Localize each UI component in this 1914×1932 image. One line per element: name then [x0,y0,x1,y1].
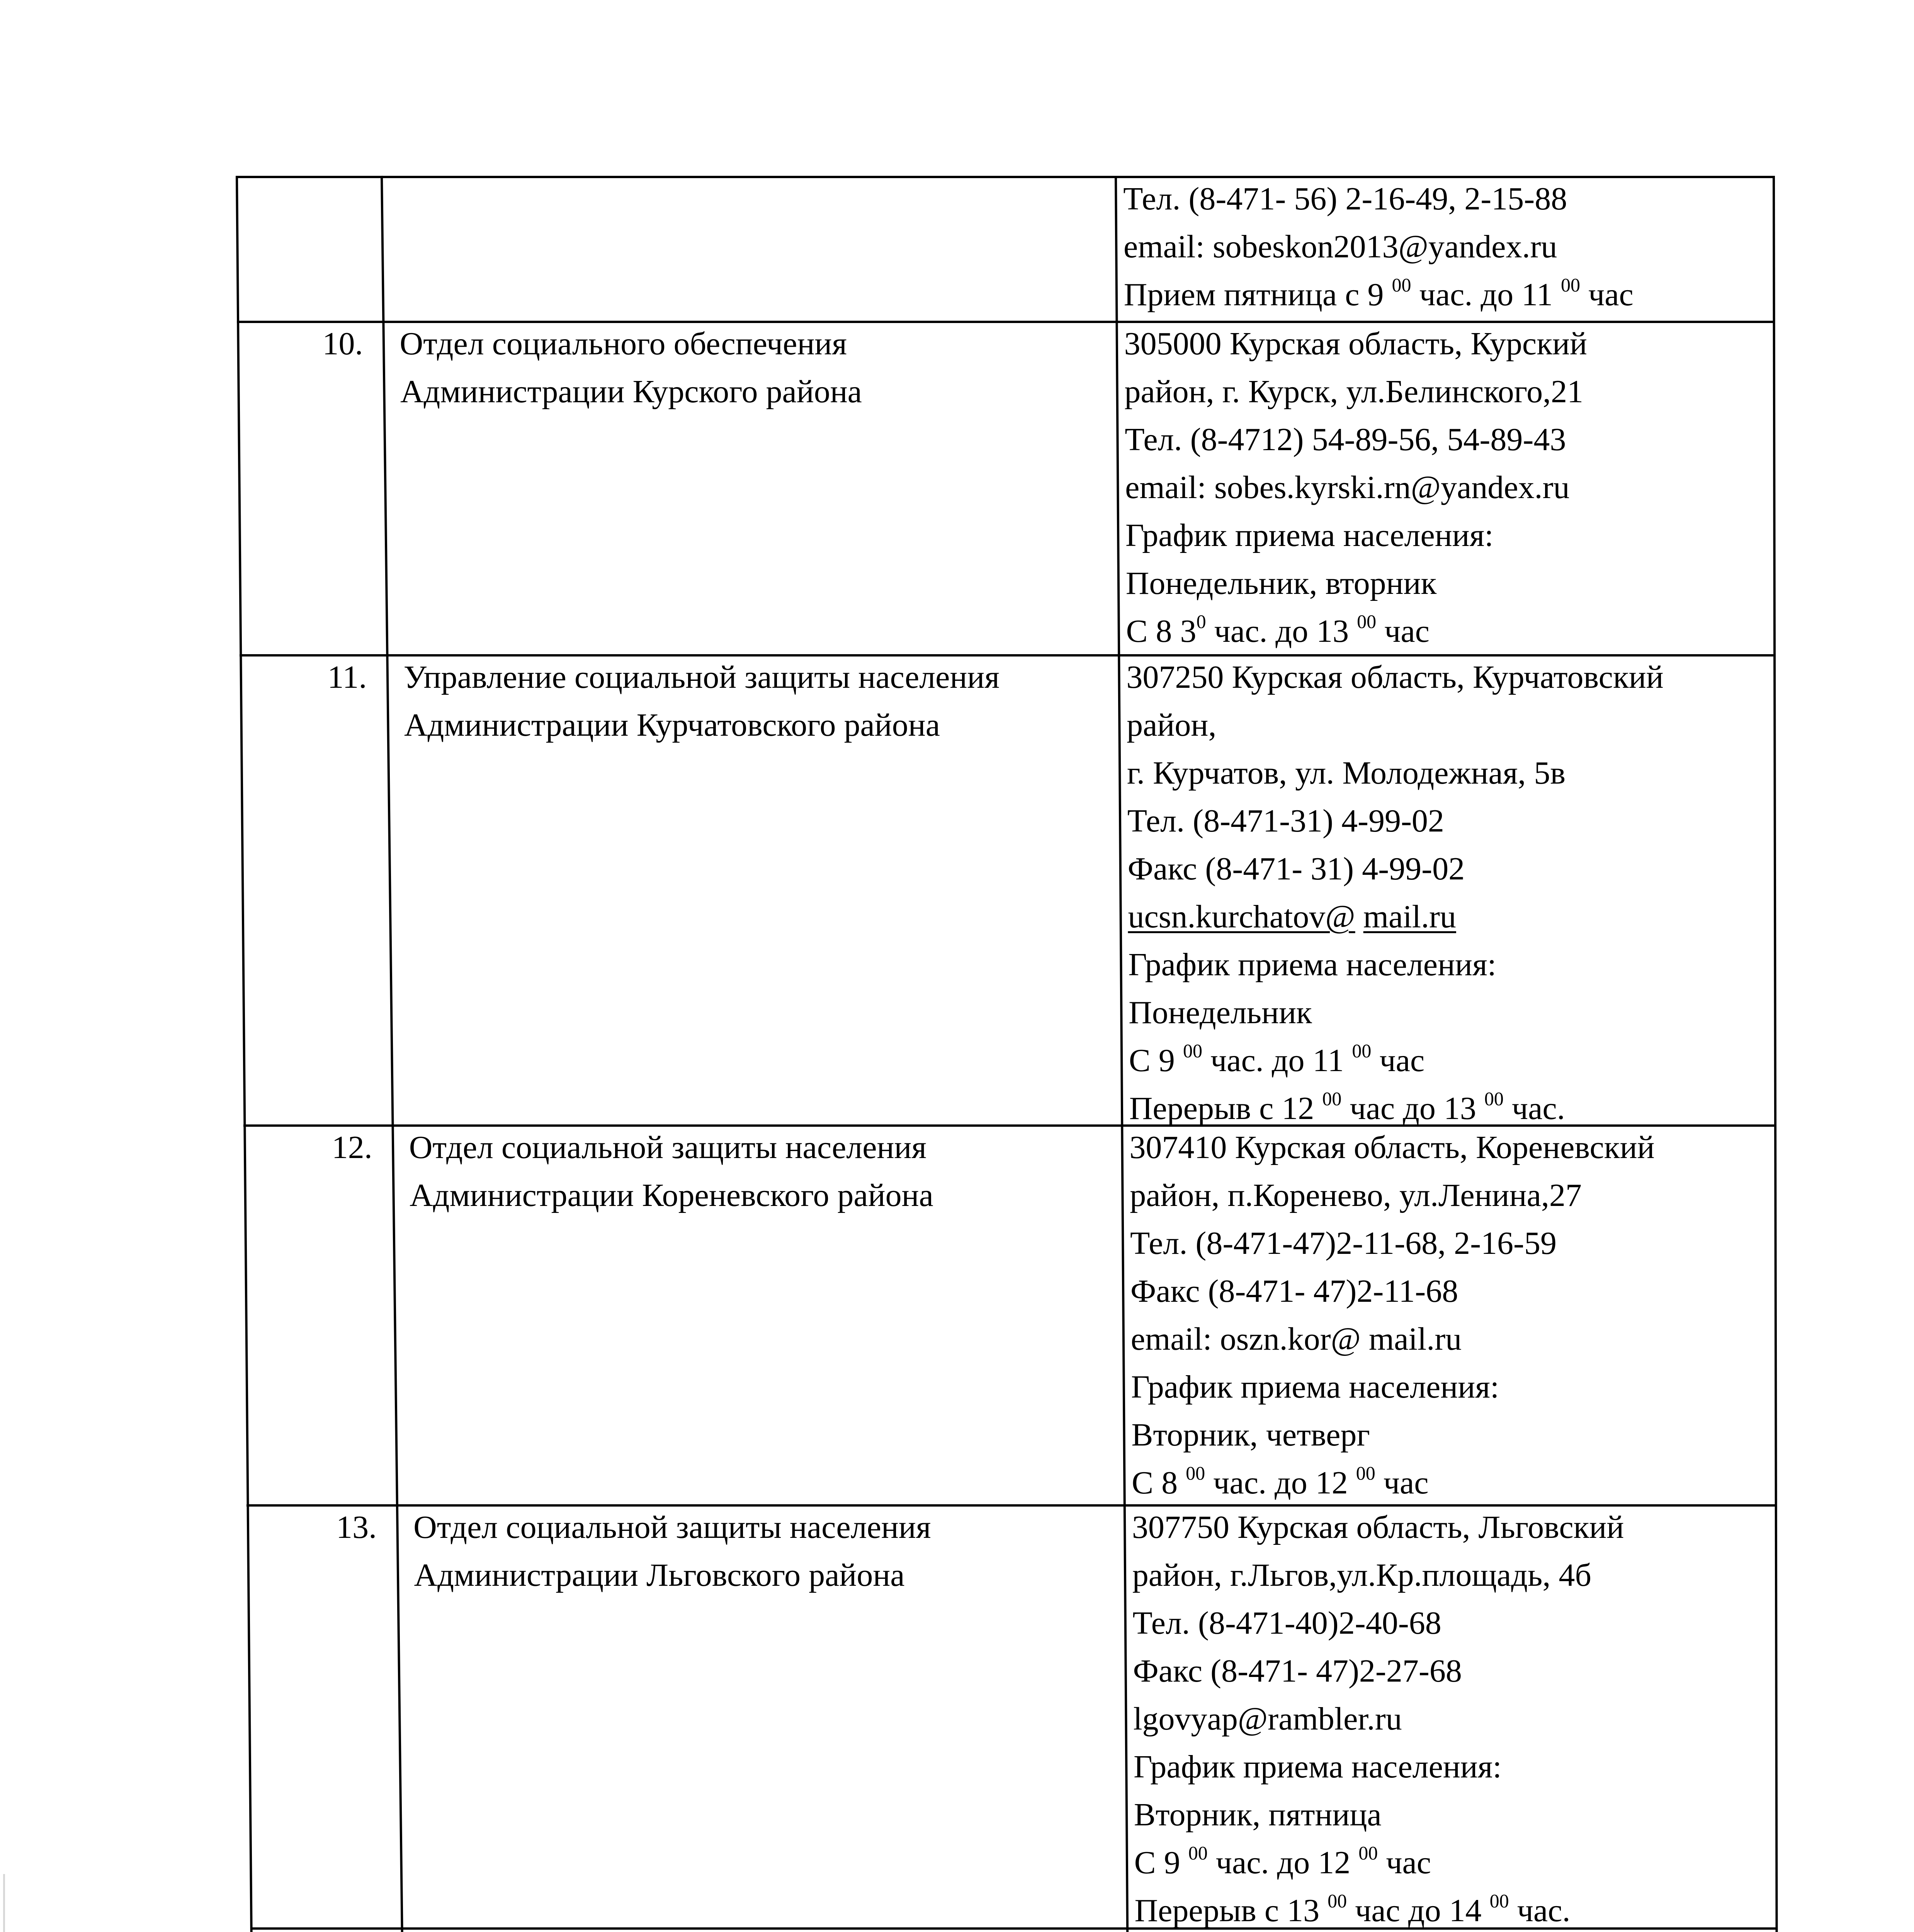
text-run: График приема населения: [1128,947,1496,983]
text-run: График приема населения: [1125,517,1494,553]
text-run: Тел. (8-4712) 54-89-56, 54-89-43 [1125,422,1566,457]
contact-line [1129,1131,1654,1164]
row-number: 13. [336,1509,377,1545]
row-number: 11. [327,659,367,695]
text-run: час до 14 [1347,1893,1490,1929]
text-run: Прием пятница с 9 [1124,277,1392,313]
text-run: 307410 Курская область, Кореневский [1129,1129,1655,1165]
text-run: район, г.Льгов,ул.Кр.площадь, 4б [1132,1557,1592,1593]
contact-line [1134,1842,1431,1881]
text-run: С 9 [1129,1043,1183,1078]
superscript-minutes: 00 [1392,274,1411,296]
contact-line [1126,567,1437,600]
text-run: Факс (8-471- 31) 4-99-02 [1127,851,1465,887]
contact-line [1125,519,1494,552]
text-run: Тел. (8-471-31) 4-99-02 [1127,803,1444,839]
superscript-minutes: 00 [1186,1462,1205,1484]
text-run: Тел. (8-471- 56) 2-16-49, 2-15-88 [1123,181,1567,217]
text-run: Факс (8-471- 47)2-11-68 [1130,1273,1458,1309]
text-run: час до 13 [1341,1090,1484,1126]
superscript-minutes: 00 [1322,1088,1342,1109]
contact-line [1134,1890,1571,1929]
contact-line [1132,1462,1429,1501]
row-border [240,654,1773,656]
department-name-line: Администрации Курского района [400,374,862,410]
contact-line [1131,1323,1462,1355]
contact-line [1130,1227,1557,1260]
text-run: час. [1503,1090,1565,1126]
department-name-line: Администрации Льговского района [414,1557,905,1593]
superscript-minutes: 00 [1352,1040,1372,1061]
contact-line [1124,328,1587,360]
text-run: 305000 Курская область, Курский [1124,326,1587,362]
row-number: 10. [322,326,363,362]
contact-line [1132,1559,1591,1592]
text-run: 307750 Курская область, Льговский [1132,1509,1624,1545]
department-name-line: Отдел социальной защиты населения [409,1129,927,1165]
contact-line [1125,423,1566,456]
text-run: час. до 11 [1411,277,1561,313]
row-border [246,1504,1775,1507]
superscript-minutes: 00 [1489,1890,1509,1912]
contact-line [1129,997,1312,1029]
contact-line [1128,901,1456,933]
text-run: час. до 12 [1207,1845,1359,1881]
superscript-minutes: 00 [1356,1462,1375,1484]
department-name-line: Отдел социального обеспечения [399,326,847,362]
scan-edge-shadow [3,1874,5,1932]
text-run: График приема населения: [1134,1749,1502,1785]
email-link[interactable]: mail.ru [1363,899,1456,935]
text-run: район, г. Курск, ул.Белинского,21 [1124,374,1584,410]
superscript-minutes: 00 [1357,611,1377,632]
text-run: lgovyap@rambler.ru [1133,1701,1402,1737]
text-run: час. до 11 [1202,1043,1352,1078]
contact-line [1132,1511,1624,1544]
text-run: час. [1509,1893,1571,1929]
contact-line [1125,471,1569,504]
text-run: Вторник, четверг [1131,1417,1370,1453]
contact-line [1124,376,1583,408]
text-run: Тел. (8-471-40)2-40-68 [1132,1605,1441,1641]
text-run: район, п.Коренево, ул.Ленина,27 [1130,1177,1582,1213]
contact-line [1129,1088,1565,1126]
contact-line [1134,1751,1502,1783]
contact-line [1131,1371,1499,1403]
column-border-right [1773,176,1779,1932]
text-run: час [1580,277,1634,313]
contact-line [1129,1040,1425,1078]
text-run: час [1378,1845,1431,1881]
row-border [236,176,1773,178]
superscript-minutes: 0 [1196,611,1206,632]
superscript-minutes: 00 [1188,1842,1208,1864]
contact-line [1133,1703,1402,1735]
column-border-mid1 [381,176,410,1932]
text-run: 307250 Курская область, Курчатовский [1126,659,1664,695]
department-name-line: Управление социальной защиты населения [403,659,999,695]
contact-line [1133,1655,1462,1687]
email-link[interactable]: ucsn.kurchatov@ [1128,899,1355,935]
contact-line [1124,231,1557,263]
contact-line [1127,709,1216,742]
row-border [237,321,1773,323]
text-run: График приема населения: [1131,1369,1499,1405]
contact-line [1128,949,1496,981]
contact-line [1131,1419,1370,1451]
text-run [1355,899,1363,935]
department-name-line: Администрации Курчатовского района [404,707,940,743]
contact-line [1134,1799,1382,1831]
contact-line [1128,853,1465,885]
text-run: час [1376,613,1430,649]
department-name-line: Отдел социальной защиты населения [413,1509,931,1545]
text-run: Понедельник [1129,995,1312,1031]
superscript-minutes: 00 [1560,274,1580,296]
contact-line [1124,274,1634,313]
text-run: Вторник, пятница [1134,1797,1382,1833]
text-run: С 8 3 [1126,613,1197,649]
contact-line [1127,805,1444,837]
superscript-minutes: 00 [1183,1040,1202,1061]
text-run: Перерыв с 12 [1129,1090,1322,1126]
text-run: час. до 13 [1206,613,1357,649]
row-number: 12. [331,1129,372,1165]
text-run: Тел. (8-471-47)2-11-68, 2-16-59 [1130,1225,1557,1261]
text-run: email: sobes.kyrski.rn@yandex.ru [1125,469,1570,505]
text-run: Понедельник, вторник [1125,565,1437,601]
text-run: час. до 12 [1205,1465,1356,1501]
column-border-left [236,176,257,1932]
text-run: С 9 [1134,1845,1188,1881]
text-run: С 8 [1132,1465,1186,1501]
text-run: email: oszn.kor@ mail.ru [1130,1321,1462,1357]
contact-line [1127,757,1566,789]
text-run: Факс (8-471- 47)2-27-68 [1133,1653,1462,1689]
contact-line [1123,183,1567,215]
text-run: Перерыв с 13 [1134,1893,1328,1929]
text-run: час [1375,1465,1429,1501]
text-run: час [1371,1043,1425,1078]
text-run: г. Курчатов, ул. Молодежная, 5в [1127,755,1566,791]
contact-line [1130,1275,1458,1308]
contact-line [1126,661,1663,694]
department-name-line: Администрации Кореневского района [410,1177,933,1213]
contact-line [1130,1179,1582,1212]
superscript-minutes: 00 [1358,1842,1378,1864]
contact-line [1133,1607,1441,1639]
text-run: email: sobeskon2013@yandex.ru [1123,229,1557,265]
superscript-minutes: 00 [1328,1890,1347,1912]
contact-line [1126,611,1430,649]
text-run: район, [1127,707,1217,743]
superscript-minutes: 00 [1484,1088,1504,1109]
